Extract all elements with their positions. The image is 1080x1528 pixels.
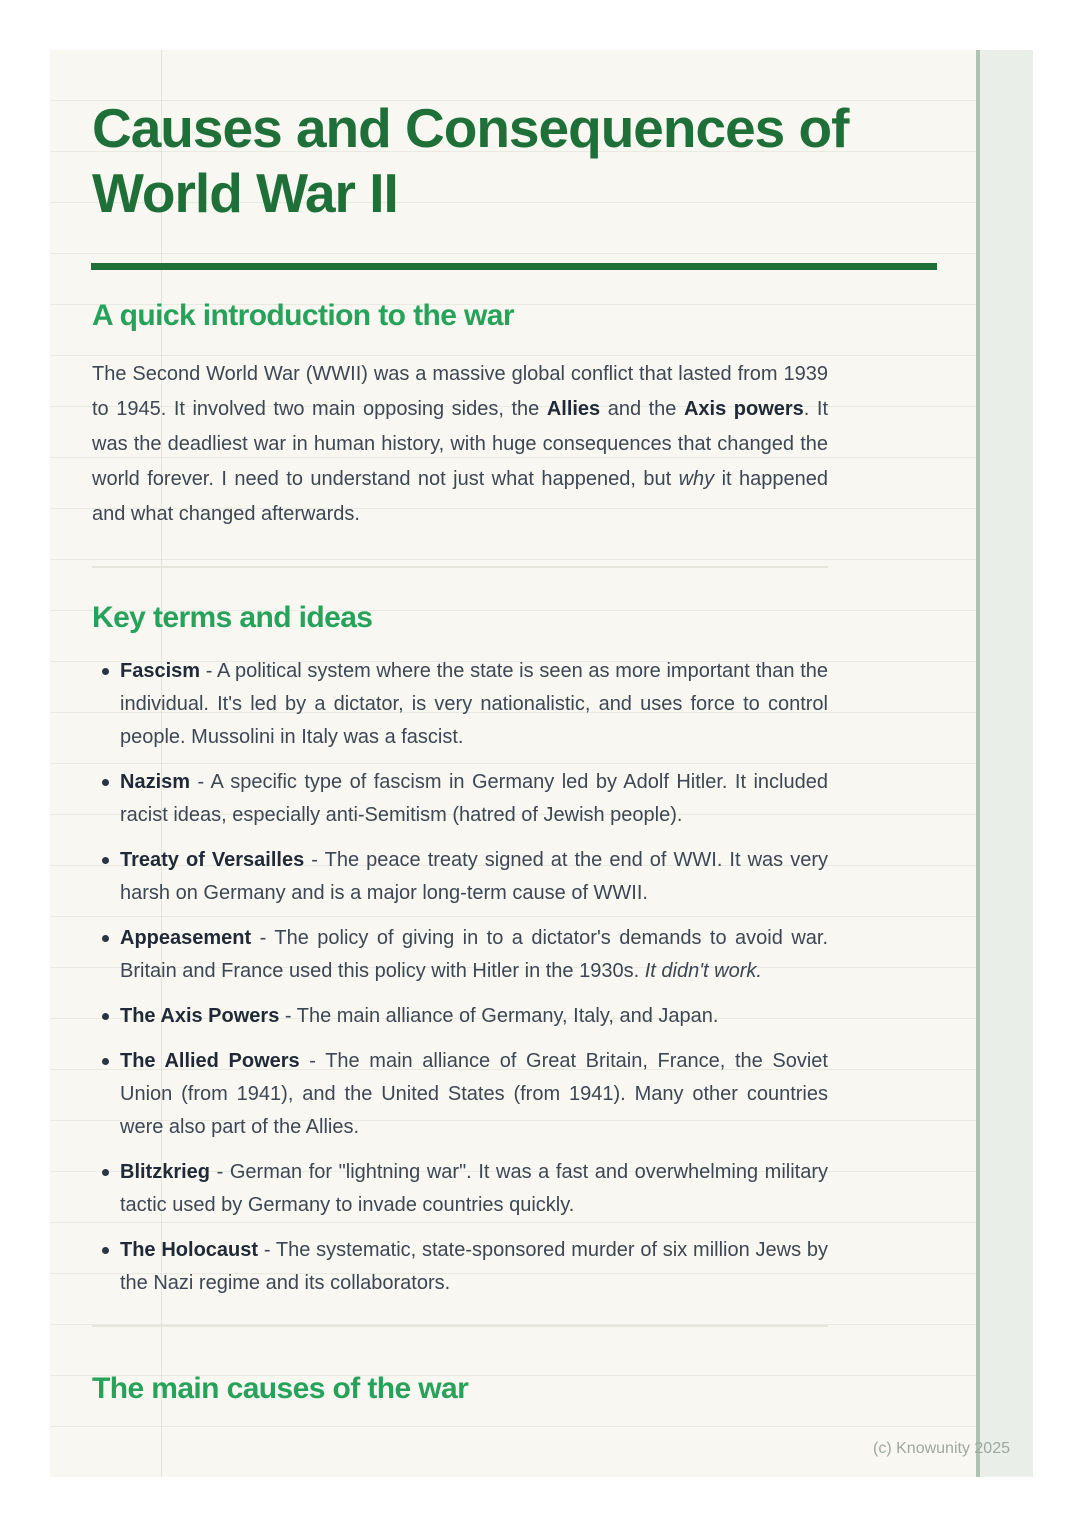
section-divider <box>92 566 828 568</box>
document-page <box>50 50 1033 1477</box>
bullet-dot-icon <box>102 1247 109 1254</box>
watermark: (c) Knowunity 2025 <box>873 1440 1010 1457</box>
key-term-label: Nazism <box>120 771 191 793</box>
bullet-dot-icon <box>102 857 109 864</box>
key-term-label: Appeasement <box>120 927 252 949</box>
bullet-dot-icon <box>102 935 109 942</box>
bullet-dot-icon <box>102 1169 109 1176</box>
section-heading-main-causes: The main causes of the war <box>92 1372 469 1405</box>
intro-text-part-italic: why <box>678 468 715 490</box>
key-term-description: - A specific type of fascism in Germany led by Adolf Hitler. It included racist ideas, especially anti-Semitism (hatred of Jewish people). <box>120 771 828 826</box>
key-term-item <box>92 922 828 988</box>
bullet-dot-icon <box>102 668 109 675</box>
intro-text-part: it happened and what changed afterwards. <box>92 468 828 525</box>
key-term-description: - The peace treaty signed at the end of WWI. It was very harsh on Germany and is a major long-term cause of WWII. <box>120 849 828 904</box>
page-title: Causes and Consequences of World War II <box>92 97 849 224</box>
key-term-item <box>92 766 828 832</box>
key-term-item <box>92 844 828 910</box>
intro-text-part-bold: Axis powers <box>683 398 804 420</box>
bullet-dot-icon <box>102 1058 109 1065</box>
key-term-item <box>92 1000 828 1033</box>
page-content <box>92 50 849 1408</box>
key-term-description: - The systematic, state-sponsored murder of six million Jews by the Nazi regime and its collaborators. <box>120 1239 828 1294</box>
key-term-label: The Axis Powers <box>120 1005 280 1027</box>
section-heading-key-terms: Key terms and ideas <box>92 601 373 634</box>
key-term-label: Treaty of Versailles <box>120 849 305 871</box>
key-term-description-italic: It didn't work. <box>644 960 762 982</box>
intro-text-part: The Second World War (WWII) was a massive global conflict that lasted from 1939 to 1945. It involved two main opposing sides, the <box>92 363 828 420</box>
key-term-item <box>92 1156 828 1222</box>
key-term-item <box>92 655 828 754</box>
key-term-label: The Allied Powers <box>120 1050 300 1072</box>
intro-text-part: and the <box>600 398 684 420</box>
key-term-item <box>92 1234 828 1300</box>
key-term-label: Fascism <box>120 660 201 682</box>
key-terms-list <box>92 655 828 1300</box>
key-term-description: - The main alliance of Germany, Italy, and Japan. <box>284 1005 719 1027</box>
key-term-description: - The policy of giving in to a dictator's demands to avoid war. Britain and France used this policy with Hitler in the 1930s. <box>120 927 828 982</box>
key-term-description: - German for "lightning war". It was a fast and overwhelming military tactic used by Germany to invade countries quickly. <box>120 1161 828 1216</box>
key-term-label: The Holocaust <box>120 1239 259 1261</box>
bullet-dot-icon <box>102 1013 109 1020</box>
key-term-description: - A political system where the state is seen as more important than the individual. It's led by a dictator, is very nationalistic, and uses force to control people. Mussolini in Italy was a fascist. <box>120 660 828 748</box>
section-heading-intro: A quick introduction to the war <box>92 299 514 332</box>
key-term-description: - The main alliance of Great Britain, France, the Soviet Union (from 1941), and the United States (from 1941). Many other countries were also part of the Allies. <box>120 1050 828 1138</box>
key-term-item <box>92 1045 828 1144</box>
intro-paragraph <box>92 357 828 532</box>
section-divider <box>92 1325 828 1327</box>
page-side-strip <box>976 50 1033 1477</box>
title-underline-rule <box>91 263 937 270</box>
bullet-dot-icon <box>102 779 109 786</box>
key-term-label: Blitzkrieg <box>120 1161 211 1183</box>
intro-text-part: . It was the deadliest war in human history, with huge consequences that changed the world forever. I need to understand not just what happened, but <box>92 398 829 490</box>
intro-text-part-bold: Allies <box>546 398 601 420</box>
